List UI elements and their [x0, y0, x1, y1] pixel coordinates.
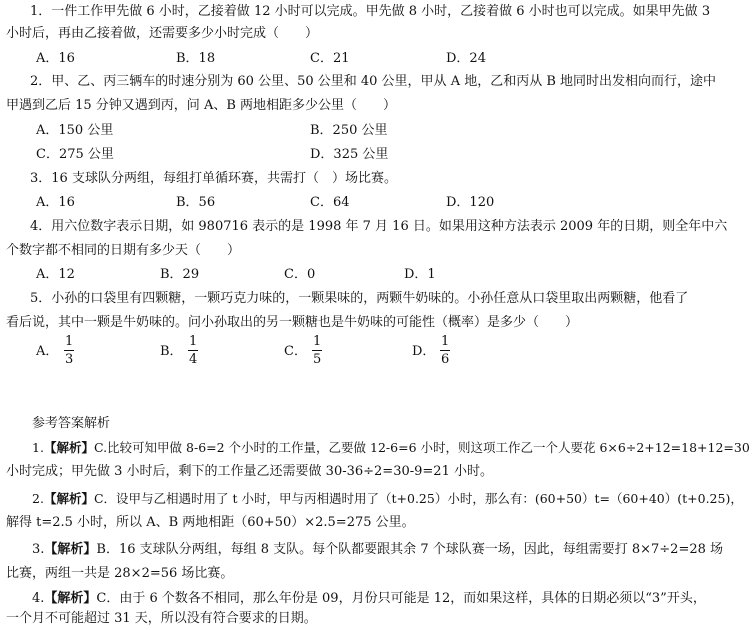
q3-option-d: D．120 — [446, 195, 495, 210]
q5-option-a-label: A． — [36, 344, 59, 359]
analysis-tag: 【解析】 — [43, 491, 94, 506]
q5-option-b-fraction — [188, 333, 198, 368]
answer-4-line-2: 一个月不可能超过 31 天，所以没有符合要求的日期。 — [6, 611, 317, 626]
q1-option-d: D．24 — [446, 51, 486, 66]
q2-option-c: C．275 公里 — [36, 147, 114, 162]
q1-line-2: 小时后，再由乙接着做，还需要多少小时完成（ ） — [6, 26, 319, 41]
q4-option-a: A．12 — [36, 267, 75, 282]
answer-2-line-2: 解得 t=2.5 小时，所以 A、B 两地相距（60+50）×2.5=275 公里。 — [6, 515, 415, 530]
q1-option-c: C．21 — [310, 51, 350, 66]
answer-1-line-2: 小时完成；甲先做 3 小时后，剩下的工作量乙还需要做 30-36÷2=30-9=21 小时。 — [6, 464, 493, 479]
fraction-denominator: 5 — [313, 352, 322, 367]
q5-option-c-label: C． — [284, 344, 307, 359]
answers-section-title: 参考答案解析 — [32, 416, 111, 431]
fraction-numerator: 1 — [189, 334, 198, 349]
q5-option-d-label: D． — [412, 344, 436, 359]
q4-option-d: D．1 — [404, 267, 436, 282]
analysis-tag: 【解析】 — [44, 542, 97, 557]
answer-number: 1. — [32, 440, 44, 455]
q3-line-1: 3．16 支球队分两组，每组打单循环赛，共需打（ ）场比赛。 — [30, 171, 397, 186]
q3-option-a: A．16 — [36, 195, 75, 210]
fraction-denominator: 3 — [65, 352, 74, 367]
fraction-denominator: 6 — [441, 352, 450, 367]
q5-option-d-fraction — [440, 333, 450, 368]
q2-option-b: B．250 公里 — [310, 123, 388, 138]
answer-text: C．由于 6 个数各不相同，那么年份是 09，月份只可能是 12，而如果这样，具体的日期必须以“3”开头， — [96, 591, 706, 606]
q1-option-a: A．16 — [36, 51, 75, 66]
answer-text: B．16 支球队分两组，每组 8 支队。每个队都要跟其余 7 个球队赛一场，因此，每组需要打 8×7÷2=28 场 — [96, 542, 724, 557]
answer-4-line-1 — [32, 589, 706, 609]
answer-number: 4. — [32, 591, 45, 606]
q2-option-d: D．325 公里 — [310, 147, 389, 162]
q4-option-c: C．0 — [284, 267, 316, 282]
answer-1-line-1 — [32, 438, 750, 458]
fraction-numerator: 1 — [313, 334, 322, 349]
answer-text: C．设甲与乙相遇时用了 t 小时，甲与丙相遇时用了（t+0.25）小时，那么有：(60+50）t=（60+40）(t+0.25)， — [93, 491, 743, 506]
q4-option-b: B．29 — [160, 267, 200, 282]
answer-2-line-1 — [32, 489, 743, 509]
fraction-numerator: 1 — [65, 334, 74, 349]
answer-3-line-1 — [32, 540, 723, 560]
fraction-denominator: 4 — [189, 352, 198, 367]
answer-text: C.比较可知甲做 8-6=2 个小时的工作量，乙要做 12-6=6 小时，则这项工作乙一个人要花 6×6÷2+12=18+12=30 — [93, 440, 750, 455]
fraction-numerator: 1 — [441, 334, 450, 349]
q4-line-1: 4．用六位数字表示日期，如 980716 表示的是 1998 年 7 月 16 日。如果用这种方法表示 2009 年的日期，则全年中六 — [30, 219, 728, 234]
q3-option-b: B．56 — [176, 195, 216, 210]
q1-line-1: 1．一件工作甲先做 6 小时，乙接着做 12 小时可以完成。甲先做 8 小时，乙接着做 6 小时也可以完成。如果甲先做 3 — [30, 4, 711, 19]
q5-line-1: 5．小孙的口袋里有四颗糖，一颗巧克力味的，一颗果味的，两颗牛奶味的。小孙任意从口袋里取出两颗糖，他看了 — [30, 291, 689, 306]
analysis-tag: 【解析】 — [43, 440, 94, 455]
q5-line-2: 看后说，其中一颗是牛奶味的。问小孙取出的另一颗糖也是牛奶味的可能性（概率）是多少（ ） — [6, 315, 579, 330]
q5-option-a-fraction — [64, 333, 74, 368]
answer-number: 3. — [32, 542, 45, 557]
q2-line-1: 2．甲、乙、丙三辆车的时速分别为 60 公里、50 公里和 40 公里，甲从 A 地，乙和丙从 B 地同时出发相向而行，途中 — [30, 74, 717, 89]
answer-3-line-2: 比赛，两组一共是 28×2=56 场比赛。 — [6, 566, 234, 581]
q3-option-c: C．64 — [310, 195, 350, 210]
q2-line-2: 甲遇到乙后 15 分钟又遇到丙，问 A、B 两地相距多少公里（ ） — [6, 98, 397, 113]
q2-option-a: A．150 公里 — [36, 123, 114, 138]
analysis-tag: 【解析】 — [44, 591, 97, 606]
q1-option-b: B．18 — [176, 51, 216, 66]
answer-number: 2. — [32, 491, 44, 506]
q5-option-c-fraction — [312, 333, 322, 368]
q5-option-b-label: B． — [160, 344, 183, 359]
q4-line-2: 个数字都不相同的日期有多少天（ ） — [6, 243, 241, 258]
